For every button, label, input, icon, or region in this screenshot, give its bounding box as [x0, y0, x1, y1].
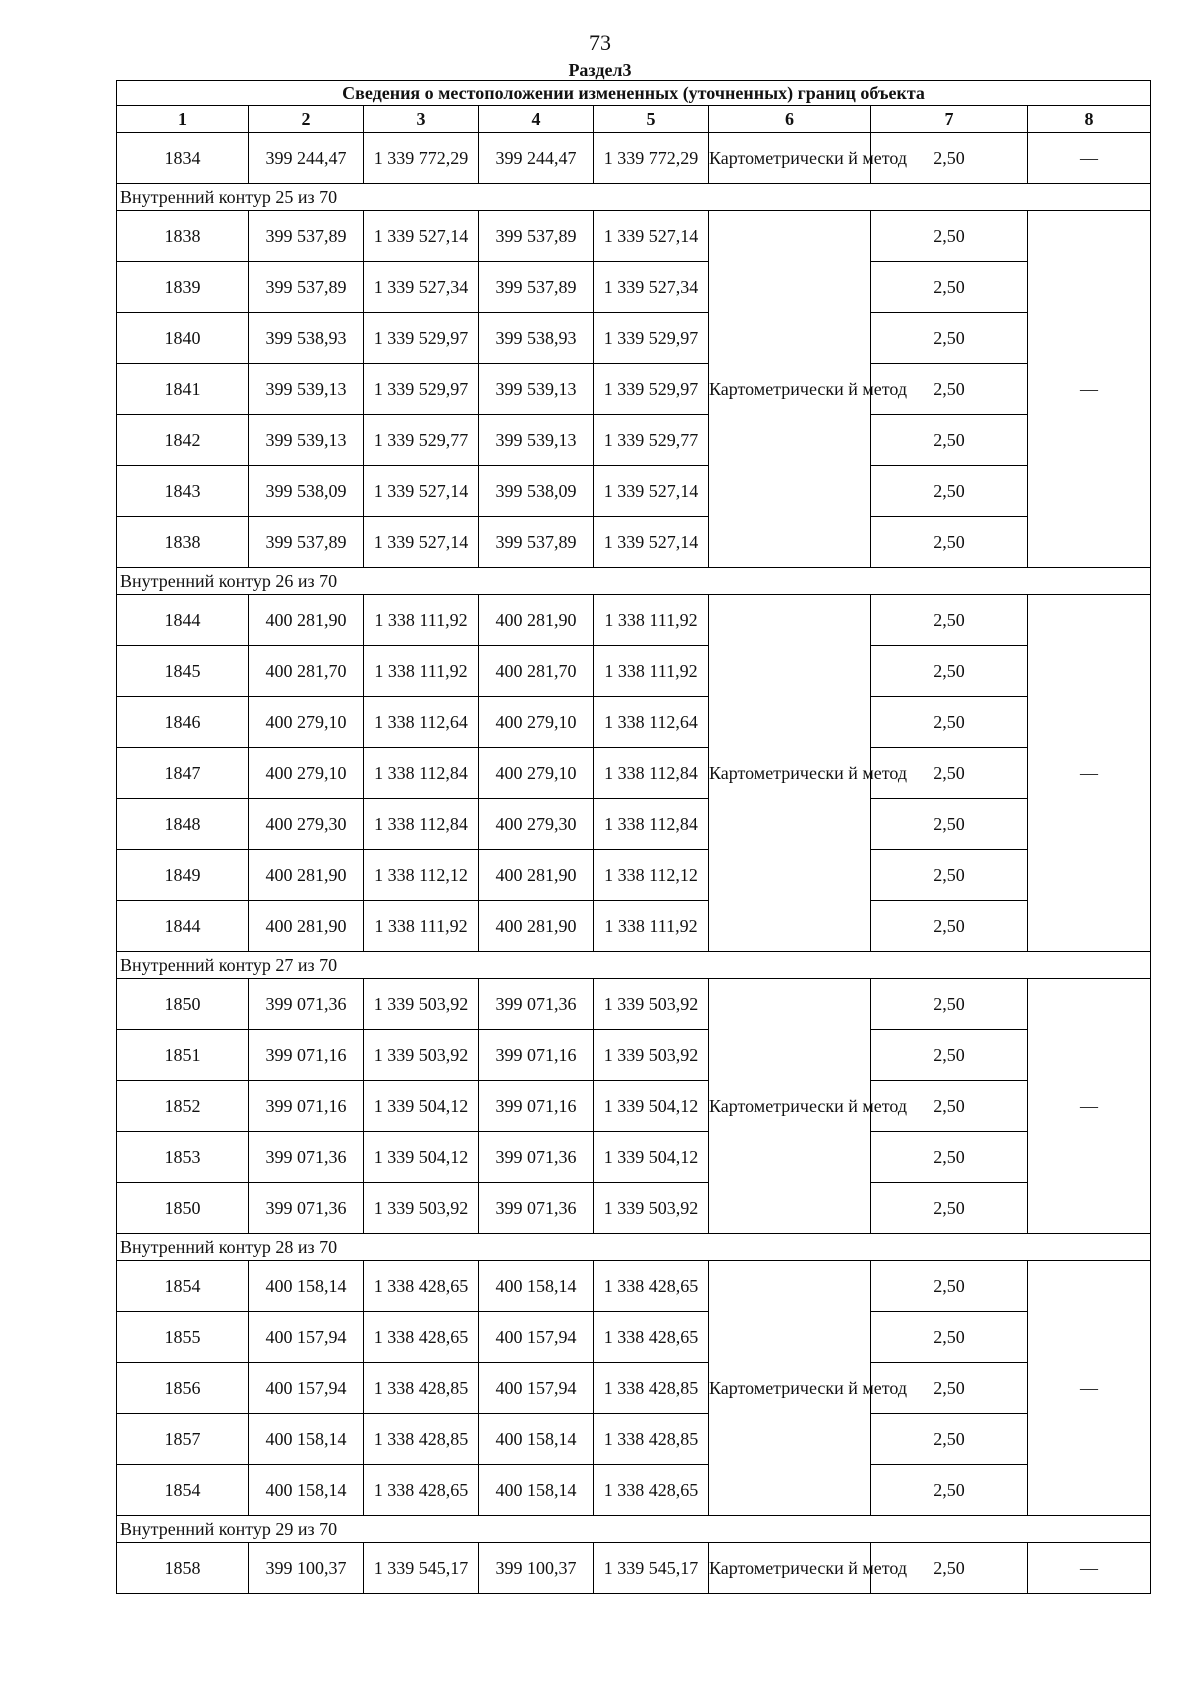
x-old: 399 539,13	[249, 415, 364, 466]
x-new: 399 071,36	[479, 1132, 594, 1183]
group-label: Внутренний контур 29 из 70	[117, 1516, 1151, 1543]
y-new: 1 339 503,92	[594, 979, 709, 1030]
x-new: 400 281,70	[479, 646, 594, 697]
y-old: 1 339 545,17	[364, 1543, 479, 1594]
y-new: 1 339 529,97	[594, 313, 709, 364]
y-old: 1 338 428,65	[364, 1465, 479, 1516]
group-header-row	[117, 568, 1151, 595]
point-number: 1856	[117, 1363, 249, 1414]
note-cell: —	[1028, 211, 1151, 568]
point-number: 1838	[117, 517, 249, 568]
x-old: 399 071,16	[249, 1030, 364, 1081]
accuracy: 2,50	[871, 748, 1028, 799]
x-old: 399 244,47	[249, 133, 364, 184]
group-label: Внутренний контур 26 из 70	[117, 568, 1151, 595]
x-old: 400 158,14	[249, 1465, 364, 1516]
point-number: 1851	[117, 1030, 249, 1081]
y-new: 1 338 112,84	[594, 799, 709, 850]
x-new: 400 157,94	[479, 1363, 594, 1414]
note-cell: —	[1028, 595, 1151, 952]
y-old: 1 338 112,12	[364, 850, 479, 901]
table-row	[117, 799, 1151, 850]
accuracy: 2,50	[871, 595, 1028, 646]
x-old: 399 071,36	[249, 1183, 364, 1234]
y-new: 1 338 428,85	[594, 1363, 709, 1414]
y-old: 1 339 527,14	[364, 466, 479, 517]
y-new: 1 338 111,92	[594, 901, 709, 952]
x-old: 399 537,89	[249, 211, 364, 262]
accuracy: 2,50	[871, 262, 1028, 313]
x-old: 399 071,36	[249, 1132, 364, 1183]
x-old: 399 537,89	[249, 517, 364, 568]
table-row	[117, 364, 1151, 415]
x-new: 400 279,10	[479, 697, 594, 748]
x-old: 400 158,14	[249, 1414, 364, 1465]
x-new: 399 537,89	[479, 517, 594, 568]
accuracy: 2,50	[871, 517, 1028, 568]
x-old: 399 538,93	[249, 313, 364, 364]
y-new: 1 338 111,92	[594, 595, 709, 646]
point-number: 1844	[117, 595, 249, 646]
y-old: 1 338 112,84	[364, 748, 479, 799]
column-number: 3	[364, 106, 479, 133]
note-cell: —	[1028, 1261, 1151, 1516]
y-old: 1 339 527,34	[364, 262, 479, 313]
accuracy: 2,50	[871, 1081, 1028, 1132]
column-numbers-row	[117, 106, 1151, 133]
table-row	[117, 697, 1151, 748]
table-row	[117, 850, 1151, 901]
y-old: 1 339 527,14	[364, 211, 479, 262]
table-row	[117, 466, 1151, 517]
y-new: 1 339 504,12	[594, 1132, 709, 1183]
y-old: 1 339 529,77	[364, 415, 479, 466]
y-new: 1 339 545,17	[594, 1543, 709, 1594]
table-row	[117, 979, 1151, 1030]
table-body	[117, 81, 1151, 1594]
note-cell: —	[1028, 979, 1151, 1234]
accuracy: 2,50	[871, 850, 1028, 901]
x-new: 400 158,14	[479, 1414, 594, 1465]
x-new: 399 538,09	[479, 466, 594, 517]
table-row	[117, 1465, 1151, 1516]
x-new: 400 279,10	[479, 748, 594, 799]
x-new: 399 537,89	[479, 262, 594, 313]
table-row	[117, 1543, 1151, 1594]
group-header-row	[117, 1234, 1151, 1261]
x-old: 400 281,70	[249, 646, 364, 697]
x-new: 400 281,90	[479, 901, 594, 952]
y-new: 1 339 503,92	[594, 1030, 709, 1081]
point-number: 1843	[117, 466, 249, 517]
x-new: 400 157,94	[479, 1312, 594, 1363]
x-old: 400 279,10	[249, 748, 364, 799]
x-old: 400 281,90	[249, 850, 364, 901]
y-old: 1 338 111,92	[364, 901, 479, 952]
x-new: 399 244,47	[479, 133, 594, 184]
accuracy: 2,50	[871, 799, 1028, 850]
accuracy: 2,50	[871, 1312, 1028, 1363]
table-row	[117, 1132, 1151, 1183]
point-number: 1854	[117, 1261, 249, 1312]
table-row	[117, 262, 1151, 313]
note-cell: —	[1028, 1543, 1151, 1594]
point-number: 1838	[117, 211, 249, 262]
y-new: 1 338 428,65	[594, 1312, 709, 1363]
column-number: 6	[709, 106, 871, 133]
table-row	[117, 211, 1151, 262]
y-new: 1 339 503,92	[594, 1183, 709, 1234]
page-number: 73	[589, 30, 611, 55]
accuracy: 2,50	[871, 979, 1028, 1030]
column-number: 8	[1028, 106, 1151, 133]
x-old: 399 537,89	[249, 262, 364, 313]
point-number: 1854	[117, 1465, 249, 1516]
y-old: 1 339 504,12	[364, 1081, 479, 1132]
y-old: 1 338 112,64	[364, 697, 479, 748]
group-label: Внутренний контур 25 из 70	[117, 184, 1151, 211]
y-new: 1 339 527,34	[594, 262, 709, 313]
column-number: 7	[871, 106, 1028, 133]
table-row	[117, 748, 1151, 799]
table-caption-row	[117, 81, 1151, 106]
x-old: 399 538,09	[249, 466, 364, 517]
table-row	[117, 1081, 1151, 1132]
y-old: 1 339 504,12	[364, 1132, 479, 1183]
table-caption: Сведения о местоположении измененных (уточненных) границ объекта	[117, 81, 1151, 106]
x-old: 400 157,94	[249, 1312, 364, 1363]
accuracy: 2,50	[871, 1261, 1028, 1312]
column-number: 1	[117, 106, 249, 133]
x-new: 400 279,30	[479, 799, 594, 850]
accuracy: 2,50	[871, 1414, 1028, 1465]
point-number: 1858	[117, 1543, 249, 1594]
table-row	[117, 646, 1151, 697]
x-old: 400 281,90	[249, 901, 364, 952]
x-new: 399 071,36	[479, 1183, 594, 1234]
table-row	[117, 415, 1151, 466]
point-number: 1850	[117, 979, 249, 1030]
y-new: 1 339 527,14	[594, 466, 709, 517]
x-new: 399 539,13	[479, 364, 594, 415]
x-new: 400 281,90	[479, 595, 594, 646]
x-new: 400 281,90	[479, 850, 594, 901]
accuracy: 2,50	[871, 697, 1028, 748]
group-header-row	[117, 952, 1151, 979]
point-number: 1846	[117, 697, 249, 748]
y-new: 1 339 504,12	[594, 1081, 709, 1132]
accuracy: 2,50	[871, 646, 1028, 697]
y-new: 1 339 527,14	[594, 517, 709, 568]
group-header-row	[117, 1516, 1151, 1543]
point-number: 1849	[117, 850, 249, 901]
y-old: 1 339 529,97	[364, 364, 479, 415]
group-label: Внутренний контур 27 из 70	[117, 952, 1151, 979]
y-old: 1 338 428,65	[364, 1312, 479, 1363]
point-number: 1844	[117, 901, 249, 952]
method-cell: Картометрически й метод	[709, 211, 871, 568]
column-number: 2	[249, 106, 364, 133]
y-new: 1 339 527,14	[594, 211, 709, 262]
boundary-coordinates-table	[116, 80, 1151, 1594]
x-new: 400 158,14	[479, 1261, 594, 1312]
y-old: 1 339 527,14	[364, 517, 479, 568]
y-old: 1 338 112,84	[364, 799, 479, 850]
x-new: 399 100,37	[479, 1543, 594, 1594]
x-old: 400 281,90	[249, 595, 364, 646]
point-number: 1840	[117, 313, 249, 364]
x-old: 399 100,37	[249, 1543, 364, 1594]
x-old: 400 158,14	[249, 1261, 364, 1312]
y-old: 1 338 111,92	[364, 646, 479, 697]
accuracy: 2,50	[871, 1543, 1028, 1594]
x-new: 400 158,14	[479, 1465, 594, 1516]
point-number: 1855	[117, 1312, 249, 1363]
y-new: 1 338 111,92	[594, 646, 709, 697]
accuracy: 2,50	[871, 1183, 1028, 1234]
method-cell: Картометрически й метод	[709, 1261, 871, 1516]
point-number: 1847	[117, 748, 249, 799]
y-new: 1 338 112,84	[594, 748, 709, 799]
table-row	[117, 1261, 1151, 1312]
point-number: 1845	[117, 646, 249, 697]
point-number: 1850	[117, 1183, 249, 1234]
method-cell: Картометрически й метод	[709, 595, 871, 952]
accuracy: 2,50	[871, 1363, 1028, 1414]
accuracy: 2,50	[871, 1030, 1028, 1081]
point-number: 1848	[117, 799, 249, 850]
accuracy: 2,50	[871, 466, 1028, 517]
x-old: 400 279,10	[249, 697, 364, 748]
accuracy: 2,50	[871, 901, 1028, 952]
y-old: 1 339 772,29	[364, 133, 479, 184]
section-title: Раздел3	[568, 60, 632, 80]
x-new: 399 538,93	[479, 313, 594, 364]
table-row	[117, 1414, 1151, 1465]
accuracy: 2,50	[871, 1132, 1028, 1183]
table-row	[117, 313, 1151, 364]
method-cell: Картометрически й метод	[709, 133, 871, 184]
y-old: 1 339 503,92	[364, 1030, 479, 1081]
y-new: 1 338 428,85	[594, 1414, 709, 1465]
y-new: 1 339 529,77	[594, 415, 709, 466]
x-new: 399 071,36	[479, 979, 594, 1030]
x-old: 399 539,13	[249, 364, 364, 415]
y-old: 1 339 503,92	[364, 979, 479, 1030]
point-number: 1852	[117, 1081, 249, 1132]
x-old: 400 157,94	[249, 1363, 364, 1414]
table-row	[117, 1363, 1151, 1414]
table-row	[117, 133, 1151, 184]
x-new: 399 071,16	[479, 1030, 594, 1081]
y-new: 1 338 112,64	[594, 697, 709, 748]
point-number: 1842	[117, 415, 249, 466]
x-old: 399 071,16	[249, 1081, 364, 1132]
column-number: 5	[594, 106, 709, 133]
method-cell: Картометрически й метод	[709, 979, 871, 1234]
table-row	[117, 517, 1151, 568]
table-row	[117, 1183, 1151, 1234]
column-number: 4	[479, 106, 594, 133]
accuracy: 2,50	[871, 364, 1028, 415]
x-new: 399 537,89	[479, 211, 594, 262]
x-new: 399 071,16	[479, 1081, 594, 1132]
table-row	[117, 595, 1151, 646]
y-old: 1 338 428,65	[364, 1261, 479, 1312]
x-old: 400 279,30	[249, 799, 364, 850]
y-new: 1 338 428,65	[594, 1465, 709, 1516]
accuracy: 2,50	[871, 211, 1028, 262]
accuracy: 2,50	[871, 313, 1028, 364]
table-row	[117, 1030, 1151, 1081]
group-label: Внутренний контур 28 из 70	[117, 1234, 1151, 1261]
table-row	[117, 901, 1151, 952]
y-old: 1 338 428,85	[364, 1363, 479, 1414]
point-number: 1839	[117, 262, 249, 313]
method-cell: Картометрически й метод	[709, 1543, 871, 1594]
y-new: 1 339 772,29	[594, 133, 709, 184]
x-new: 399 539,13	[479, 415, 594, 466]
table-row	[117, 1312, 1151, 1363]
y-new: 1 339 529,97	[594, 364, 709, 415]
point-number: 1857	[117, 1414, 249, 1465]
y-old: 1 339 529,97	[364, 313, 479, 364]
accuracy: 2,50	[871, 133, 1028, 184]
y-new: 1 338 112,12	[594, 850, 709, 901]
group-header-row	[117, 184, 1151, 211]
point-number: 1853	[117, 1132, 249, 1183]
y-new: 1 338 428,65	[594, 1261, 709, 1312]
y-old: 1 338 428,85	[364, 1414, 479, 1465]
y-old: 1 339 503,92	[364, 1183, 479, 1234]
accuracy: 2,50	[871, 415, 1028, 466]
note-cell: —	[1028, 133, 1151, 184]
y-old: 1 338 111,92	[364, 595, 479, 646]
x-old: 399 071,36	[249, 979, 364, 1030]
point-number: 1834	[117, 133, 249, 184]
accuracy: 2,50	[871, 1465, 1028, 1516]
point-number: 1841	[117, 364, 249, 415]
